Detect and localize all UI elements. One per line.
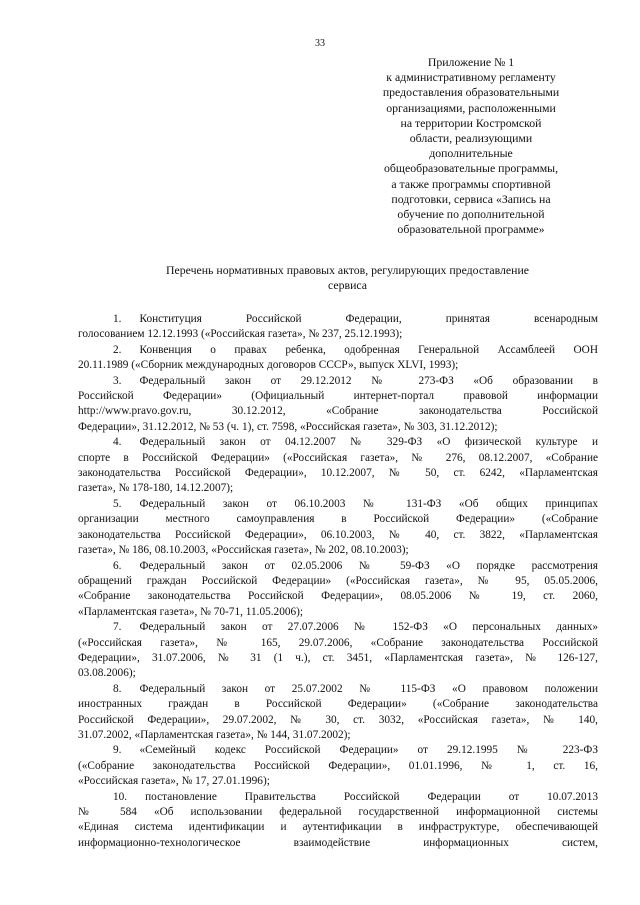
- list-item-text: Федеральный закон от 27.07.2006 № 152-ФЗ «О персональных данных»: [139, 621, 598, 634]
- list-item-line: спорте в Российской Федерации» («Российская газета», № 276, 08.12.2007, «Собрание: [78, 451, 598, 464]
- list-item-line: законодательства Российской Федерации», 10.12.2007, № 50, ст. 6242, «Парламентская: [78, 467, 598, 480]
- appendix-line: Приложение № 1: [427, 55, 515, 69]
- list-item: [78, 682, 598, 744]
- list-item-text: Конституция Российской Федерации, принятая всенародным: [139, 313, 598, 325]
- list-item-text: «Семейный кодекс Российской Федерации» от 29.12.1995 № 223-ФЗ: [139, 744, 598, 757]
- list-item-number: 8.: [113, 682, 122, 695]
- list-item-line: газета», № 178-180, 14.12.2007);: [78, 482, 234, 495]
- appendix-line: общеобразовательные программы,: [383, 161, 559, 176]
- document-title: [95, 263, 600, 294]
- list-item-line: № 584 «Об использовании федеральной государственной информационной системы: [78, 806, 598, 818]
- list-item-line: («Собрание законодательства Российской Федерации», 01.01.1996, № 1, ст. 16,: [78, 759, 598, 772]
- list-item-line: Федерации», 31.07.2006, № 31 (1 ч.), ст. 3451, «Парламентская газета», № 126-127,: [78, 651, 598, 664]
- list-item: [78, 620, 598, 682]
- legal-acts-list: [78, 312, 598, 851]
- list-item-first-line: [78, 682, 598, 697]
- title-line: сервиса: [327, 278, 367, 293]
- list-item: [78, 497, 598, 559]
- list-item-text: Федеральный закон от 29.12.2012 № 273-ФЗ «Об образовании в: [139, 374, 598, 387]
- list-item: [78, 743, 598, 789]
- list-item-text: Конвенция о правах ребенка, одобренная Генеральной Ассамблеей ООН: [139, 343, 598, 356]
- list-item-line: газета», № 186, 08.10.2003, «Российская газета», № 202, 08.10.2003);: [78, 544, 409, 557]
- list-item-number: 6.: [113, 559, 122, 572]
- appendix-header: [360, 55, 582, 237]
- list-item: [78, 435, 598, 497]
- appendix-line: к административному регламенту: [386, 70, 556, 85]
- list-item-first-line: [78, 743, 598, 758]
- list-item-line: Федерации», 31.12.2012, № 53 (ч. 1), ст. 7598, «Российская газета», № 303, 31.12.2012);: [78, 420, 498, 433]
- appendix-line: дополнительные: [429, 146, 513, 161]
- list-item-text: Федеральный закон от 06.10.2003 № 131-ФЗ «Об общих принципах: [139, 497, 598, 510]
- list-item-line: голосованием 12.12.1993 («Российская газета», № 237, 25.12.1993);: [78, 328, 403, 341]
- list-item: [78, 559, 598, 621]
- list-item-first-line: [78, 435, 598, 450]
- list-item-number: 1.: [113, 313, 122, 325]
- list-item-number: 3.: [113, 374, 122, 387]
- list-item-line: 20.11.1989 («Сборник международных договоров СССР», выпуск XLVI, 1993);: [78, 359, 459, 372]
- list-item-first-line: [78, 620, 598, 635]
- list-item-line: обращений граждан Российской Федерации» («Российская газета», № 95, 05.05.2006,: [78, 574, 598, 587]
- list-item-first-line: [78, 790, 598, 805]
- page-number: 33: [315, 38, 325, 49]
- list-item: [78, 374, 598, 436]
- list-item: [78, 343, 598, 374]
- list-item-text: Федеральный закон от 25.07.2002 № 115-ФЗ «О правовом положении: [139, 682, 598, 695]
- list-item-line: 03.08.2006);: [78, 667, 136, 680]
- list-item-number: 10.: [113, 790, 128, 803]
- list-item-number: 4.: [113, 436, 122, 449]
- list-item-first-line: [78, 497, 598, 512]
- list-item-line: 31.07.2002, «Парламентская газета», № 144, 31.07.2002);: [78, 728, 351, 741]
- list-item-line: http://www.pravo.gov.ru, 30.12.2012, «Собрание законодательства Российской: [78, 405, 598, 418]
- appendix-line: подготовки, сервиса «Запись на: [391, 191, 551, 206]
- list-item-line: («Российская газета», № 165, 29.07.2006, «Собрание законодательства Российской: [78, 636, 598, 649]
- list-item-line: организации местного самоуправления в Российской Федерации» («Собрание: [78, 513, 598, 526]
- list-item-first-line: [78, 559, 598, 574]
- appendix-line: образовательной программе»: [397, 222, 545, 237]
- list-item-first-line: [78, 374, 598, 389]
- appendix-line: обучение по дополнительной: [397, 207, 545, 222]
- list-item-line: Российской Федерации», 29.07.2002, № 30, ст. 3032, «Российская газета», № 140,: [78, 713, 598, 726]
- list-item-first-line: [78, 343, 598, 358]
- appendix-line: а также программы спортивной: [391, 176, 551, 191]
- list-item-line: законодательства Российской Федерации», 06.10.2003, № 40, ст. 3822, «Парламентская: [78, 528, 598, 541]
- list-item-text: постановление Правительства Российской Федерации от 10.07.2013: [145, 790, 598, 803]
- list-item-number: 7.: [113, 621, 122, 634]
- appendix-line: области, реализующими: [409, 131, 533, 146]
- list-item: [78, 790, 598, 852]
- list-item-line: «Парламентская газета», № 70-71, 11.05.2006);: [78, 605, 304, 618]
- list-item-first-line: [78, 312, 598, 327]
- list-item-line: информационно-технологическое взаимодействие информационных систем,: [78, 836, 598, 849]
- list-item: [78, 312, 598, 343]
- list-item-line: «Единая система идентификации и аутентификации в инфраструктуре, обеспечивающей: [78, 821, 598, 834]
- appendix-line: на территории Костромской: [400, 115, 542, 130]
- list-item-line: иностранных граждан в Российской Федерации» («Собрание законодательства: [78, 698, 598, 711]
- list-item-number: 2.: [113, 343, 122, 356]
- appendix-line: предоставления образовательными: [382, 85, 560, 100]
- list-item-line: «Российская газета», № 17, 27.01.1996);: [78, 775, 270, 788]
- list-item-text: Федеральный закон от 02.05.2006 № 59-ФЗ «О порядке рассмотрения: [139, 559, 598, 572]
- list-item-text: Федеральный закон от 04.12.2007 № 329-ФЗ «О физической культуре и: [139, 436, 598, 449]
- title-line: Перечень нормативных правовых актов, регулирующих предоставление: [165, 263, 530, 277]
- list-item-line: Российской Федерации» (Официальный интернет-портал правовой информации: [78, 390, 598, 403]
- list-item-number: 5.: [113, 497, 122, 510]
- appendix-line: организациями, расположенными: [386, 100, 556, 115]
- list-item-line: «Собрание законодательства Российской Федерации», 08.05.2006 № 19, ст. 2060,: [78, 590, 598, 603]
- list-item-number: 9.: [113, 744, 122, 757]
